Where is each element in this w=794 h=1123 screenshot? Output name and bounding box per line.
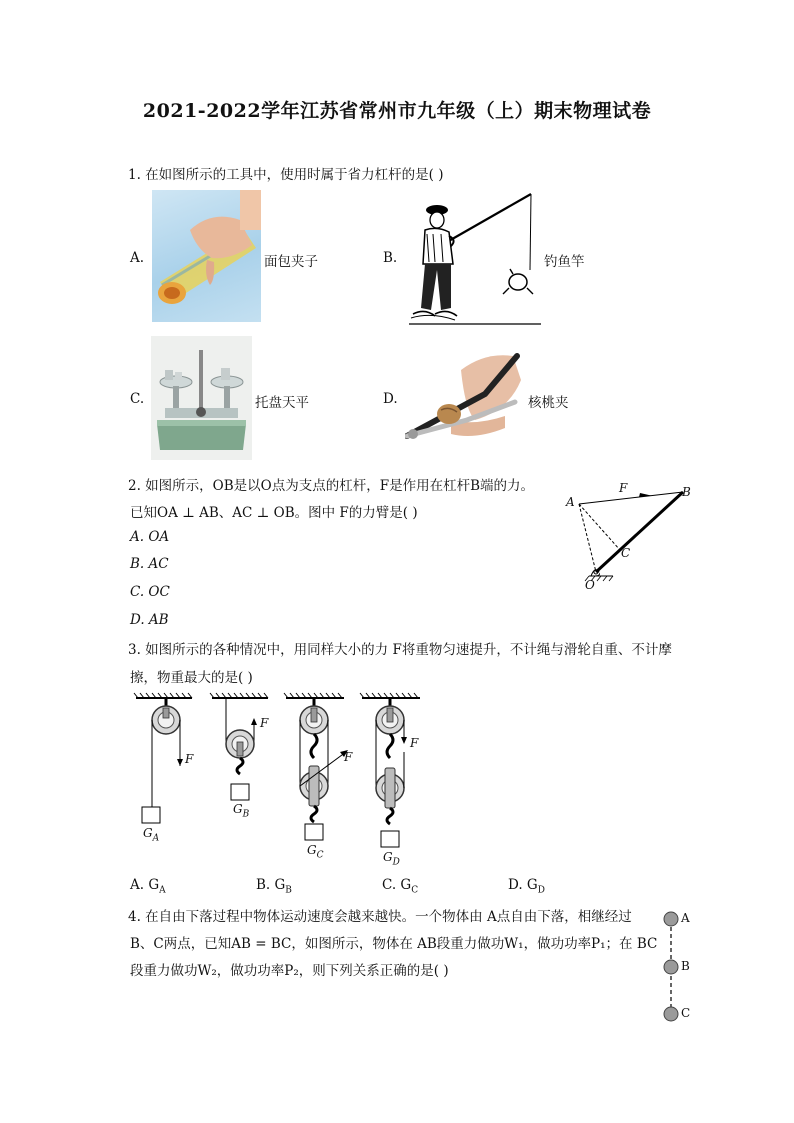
q2-option-a: A. OA (130, 529, 170, 545)
lever-label-o: O (585, 578, 595, 592)
q2-option-b: B. AC (130, 556, 169, 572)
q4-line3: 段重力做功W₂，做功功率P₂，则下列关系正确的是( ) (130, 963, 449, 979)
fishing-rod-figure (405, 190, 545, 326)
nutcracker-photo (405, 350, 525, 445)
q1-option-a-letter: A. (130, 250, 145, 266)
balance-scale-photo (151, 336, 252, 460)
page-title: 2021-2022学年江苏省常州市九年级（上）期末物理试卷 (142, 100, 652, 122)
pulley-c-force-label: F (344, 750, 353, 764)
point-b-label: B (681, 959, 690, 973)
weight-d-label: $G_D$ (383, 850, 400, 868)
lever-label-c: C (621, 546, 631, 560)
q3-option-b: B. $G_B$ (256, 877, 292, 896)
lever-figure (565, 478, 705, 596)
weight-a-label: $G_A$ (143, 826, 160, 844)
q1-option-d-letter: D. (383, 391, 398, 407)
free-fall-figure (660, 908, 700, 1028)
pulley-a-force-label: F (185, 752, 194, 766)
pulley-d-force-label: F (410, 736, 419, 750)
point-c-label: C (681, 1006, 691, 1020)
lever-label-b: B (682, 485, 691, 499)
bread-tongs-photo (152, 190, 261, 322)
weight-c-label: $G_C$ (307, 843, 324, 861)
q3-option-c: C. $G_C$ (382, 877, 419, 896)
q3-line2: 擦，物重最大的是( ) (130, 670, 253, 686)
q1-stem: 1. 在如图所示的工具中，使用时属于省力杠杆的是( ) (128, 167, 444, 183)
pulley-b-force-label: F (260, 716, 269, 730)
q1-option-b-label: 钓鱼竿 (544, 254, 585, 270)
q4-line2: B、C两点，已知AB = BC，如图所示，物体在 AB段重力做功W₁，做功功率P₁；在 BC (130, 936, 658, 952)
q1-option-a-label: 面包夹子 (264, 254, 318, 270)
q2-line2: 已知OA ⊥ AB、AC ⊥ OB。图中 F的力臂是( ) (130, 505, 418, 521)
q3-line1: 3. 如图所示的各种情况中，用同样大小的力 F将重物匀速提升，不计绳与滑轮自重、不计摩 (128, 642, 672, 658)
q1-option-c-letter: C. (130, 391, 145, 407)
lever-label-f: F (619, 481, 628, 495)
q4-line1: 4. 在自由下落过程中物体运动速度会越来越快。一个物体由 A点自由下落，相继经过 (128, 909, 632, 925)
q3-option-a: A. $G_A$ (130, 877, 166, 896)
point-a-label: A (681, 911, 690, 925)
q2-option-c: C. OC (130, 584, 170, 600)
q2-line1: 2. 如图所示，OB是以O点为支点的杠杆，F是作用在杠杆B端的力。 (128, 478, 535, 494)
lever-label-a: A (566, 495, 575, 509)
q1-option-b-letter: B. (383, 250, 398, 266)
pulley-figures (130, 690, 430, 870)
q1-option-d-label: 核桃夹 (528, 395, 569, 411)
q3-option-d: D. $G_D$ (508, 877, 545, 896)
weight-b-label: $G_B$ (233, 802, 250, 820)
q1-option-c-label: 托盘天平 (255, 395, 309, 411)
q2-option-d: D. AB (130, 612, 169, 628)
